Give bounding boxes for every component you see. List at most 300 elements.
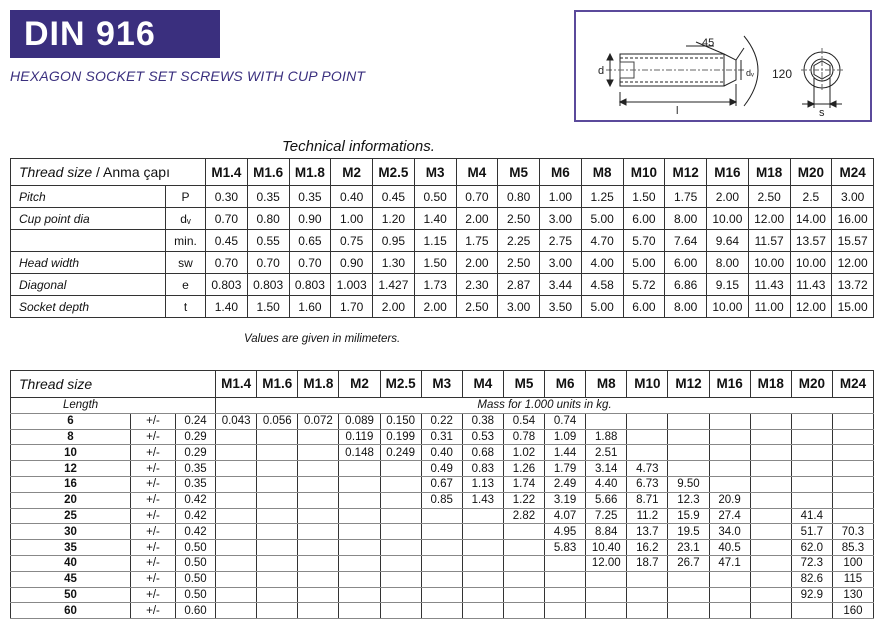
mass-value-cell — [462, 540, 503, 556]
mass-value-cell — [791, 413, 832, 429]
mass-value-cell: 1.02 — [503, 445, 544, 461]
value-cell: 10.00 — [748, 252, 790, 274]
value-cell: 0.803 — [247, 274, 289, 296]
mass-value-cell — [709, 476, 750, 492]
tolerance-sign: +/- — [131, 445, 176, 461]
page-subtitle: HEXAGON SOCKET SET SCREWS WITH CUP POINT — [10, 68, 366, 84]
mass-value-cell — [216, 540, 257, 556]
value-cell: 2.00 — [456, 208, 498, 230]
mass-value-cell: 3.19 — [545, 492, 586, 508]
row-symbol: P — [166, 186, 206, 208]
mass-value-cell — [216, 508, 257, 524]
mass-value-cell: 100 — [832, 555, 873, 571]
mass-value-cell — [668, 587, 709, 603]
value-cell: 9.15 — [707, 274, 749, 296]
mass-value-cell — [298, 603, 339, 619]
row-name: Head width — [11, 252, 166, 274]
value-cell: 1.15 — [414, 230, 456, 252]
mass-value-cell — [627, 587, 668, 603]
value-cell: 2.50 — [498, 208, 540, 230]
mass-value-cell — [298, 555, 339, 571]
length-header: Length — [11, 398, 216, 414]
mass-value-cell: 0.53 — [462, 429, 503, 445]
mass-value-cell — [298, 429, 339, 445]
mass-value-cell — [750, 587, 791, 603]
mass-value-cell: 0.78 — [503, 429, 544, 445]
mass-value-cell — [503, 603, 544, 619]
value-cell: 0.803 — [289, 274, 331, 296]
mass-value-cell — [257, 429, 298, 445]
mass-value-cell: 5.66 — [586, 492, 627, 508]
mass-value-cell — [380, 540, 421, 556]
mass-value-cell — [257, 524, 298, 540]
value-cell: 2.50 — [498, 252, 540, 274]
tolerance-sign: +/- — [131, 429, 176, 445]
tolerance-value: 0.29 — [176, 445, 216, 461]
mass-value-cell — [339, 461, 380, 477]
mass-value-cell: 130 — [832, 587, 873, 603]
value-cell: 8.00 — [707, 252, 749, 274]
mass-value-cell — [257, 445, 298, 461]
mass-value-cell — [298, 492, 339, 508]
d-label: d — [598, 65, 605, 77]
mass-value-cell: 1.22 — [503, 492, 544, 508]
mass-value-cell: 3.14 — [586, 461, 627, 477]
value-cell: 1.75 — [456, 230, 498, 252]
mass-row — [11, 429, 874, 445]
mass-value-cell — [380, 571, 421, 587]
tolerance-sign: +/- — [131, 555, 176, 571]
value-cell: 12.00 — [748, 208, 790, 230]
length-cell: 50 — [11, 587, 131, 603]
value-cell: 2.5 — [790, 186, 832, 208]
mass-value-cell — [216, 587, 257, 603]
tolerance-value: 0.50 — [176, 555, 216, 571]
mass-size-header-m12: M12 — [668, 371, 709, 398]
mass-value-cell — [462, 603, 503, 619]
mass-value-cell — [462, 524, 503, 540]
mass-value-cell — [503, 571, 544, 587]
value-cell: 3.00 — [832, 186, 874, 208]
value-cell: 0.55 — [247, 230, 289, 252]
mass-value-cell: 8.84 — [586, 524, 627, 540]
size-header-m8: M8 — [581, 159, 623, 186]
mass-value-cell — [380, 508, 421, 524]
length-cell: 8 — [11, 429, 131, 445]
mass-value-cell — [339, 587, 380, 603]
mass-value-cell: 23.1 — [668, 540, 709, 556]
value-cell: 14.00 — [790, 208, 832, 230]
value-cell: 0.35 — [247, 186, 289, 208]
mass-value-cell — [339, 540, 380, 556]
mass-value-cell — [832, 508, 873, 524]
mass-value-cell — [791, 461, 832, 477]
value-cell: 1.25 — [581, 186, 623, 208]
mass-row — [11, 555, 874, 571]
mass-value-cell — [257, 461, 298, 477]
mass-value-cell — [750, 492, 791, 508]
mass-value-cell: 7.25 — [586, 508, 627, 524]
mass-value-cell — [750, 555, 791, 571]
value-cell: 3.00 — [498, 296, 540, 318]
mass-value-cell: 0.119 — [339, 429, 380, 445]
size-header-m1-6: M1.6 — [247, 159, 289, 186]
technical-row — [11, 274, 874, 296]
value-cell: 0.70 — [289, 252, 331, 274]
row-name: Socket depth — [11, 296, 166, 318]
value-cell: 0.70 — [456, 186, 498, 208]
angle-45-label: 45 — [702, 37, 715, 49]
size-header-m5: M5 — [498, 159, 540, 186]
mass-value-cell — [216, 492, 257, 508]
mass-value-cell — [750, 429, 791, 445]
value-cell: 0.95 — [373, 230, 415, 252]
mass-value-cell — [832, 476, 873, 492]
row-name: Cup point dia — [11, 208, 166, 230]
tolerance-sign: +/- — [131, 571, 176, 587]
size-header-m2-5: M2.5 — [373, 159, 415, 186]
value-cell: 0.45 — [206, 230, 248, 252]
length-cell: 12 — [11, 461, 131, 477]
mass-size-header-m10: M10 — [627, 371, 668, 398]
value-cell: 4.00 — [581, 252, 623, 274]
mass-value-cell: 0.40 — [421, 445, 462, 461]
mass-value-cell: 0.043 — [216, 413, 257, 429]
mass-value-cell — [298, 461, 339, 477]
mass-value-cell: 11.2 — [627, 508, 668, 524]
value-cell: 0.30 — [206, 186, 248, 208]
mass-size-header-m16: M16 — [709, 371, 750, 398]
mass-value-cell: 4.95 — [545, 524, 586, 540]
mass-value-cell — [750, 524, 791, 540]
tolerance-value: 0.42 — [176, 492, 216, 508]
value-cell: 6.86 — [665, 274, 707, 296]
value-cell: 2.00 — [373, 296, 415, 318]
value-cell: 0.70 — [206, 252, 248, 274]
mass-value-cell — [339, 508, 380, 524]
mass-value-cell: 1.13 — [462, 476, 503, 492]
length-cell: 60 — [11, 603, 131, 619]
value-cell: 10.00 — [707, 208, 749, 230]
size-header-m2: M2 — [331, 159, 373, 186]
value-cell: 13.72 — [832, 274, 874, 296]
mass-value-cell: 47.1 — [709, 555, 750, 571]
mass-value-cell — [750, 540, 791, 556]
value-cell: 11.00 — [748, 296, 790, 318]
mass-size-header-m1-4: M1.4 — [216, 371, 257, 398]
mass-value-cell — [545, 571, 586, 587]
mass-row — [11, 603, 874, 619]
value-cell: 1.30 — [373, 252, 415, 274]
size-header-m4: M4 — [456, 159, 498, 186]
value-cell: 1.003 — [331, 274, 373, 296]
mass-value-cell: 0.68 — [462, 445, 503, 461]
size-header-m18: M18 — [748, 159, 790, 186]
mass-value-cell: 0.072 — [298, 413, 339, 429]
mass-value-cell: 0.83 — [462, 461, 503, 477]
row-name — [11, 230, 166, 252]
mass-size-header-m8: M8 — [586, 371, 627, 398]
mass-row — [11, 413, 874, 429]
value-cell: 5.72 — [623, 274, 665, 296]
mass-value-cell — [832, 445, 873, 461]
mass-value-cell — [380, 524, 421, 540]
tolerance-value: 0.50 — [176, 571, 216, 587]
mass-value-cell — [257, 571, 298, 587]
technical-drawing — [574, 10, 872, 122]
mass-value-cell — [791, 445, 832, 461]
mass-value-cell: 0.199 — [380, 429, 421, 445]
size-header-m24: M24 — [832, 159, 874, 186]
tolerance-value: 0.42 — [176, 524, 216, 540]
mass-value-cell — [627, 603, 668, 619]
row-name: Pitch — [11, 186, 166, 208]
mass-value-cell — [216, 524, 257, 540]
mass-value-cell: 0.31 — [421, 429, 462, 445]
mass-value-cell — [380, 476, 421, 492]
mass-value-cell: 0.74 — [545, 413, 586, 429]
mass-value-cell — [668, 603, 709, 619]
mass-value-cell — [421, 603, 462, 619]
mass-value-cell — [709, 413, 750, 429]
value-cell: 1.50 — [247, 296, 289, 318]
value-cell: 4.70 — [581, 230, 623, 252]
mass-value-cell — [627, 445, 668, 461]
mass-value-cell — [750, 461, 791, 477]
mass-value-cell — [709, 445, 750, 461]
value-cell: 10.00 — [707, 296, 749, 318]
mass-row — [11, 587, 874, 603]
mass-value-cell — [668, 461, 709, 477]
mass-value-cell — [380, 461, 421, 477]
value-cell: 2.00 — [456, 252, 498, 274]
tolerance-value: 0.50 — [176, 587, 216, 603]
mass-value-cell: 41.4 — [791, 508, 832, 524]
tolerance-sign: +/- — [131, 492, 176, 508]
mass-value-cell — [545, 603, 586, 619]
value-cell: 7.64 — [665, 230, 707, 252]
tolerance-sign: +/- — [131, 524, 176, 540]
mass-value-cell — [257, 555, 298, 571]
tolerance-sign: +/- — [131, 461, 176, 477]
row-symbol: sw — [166, 252, 206, 274]
length-cell: 30 — [11, 524, 131, 540]
mass-value-cell: 12.00 — [586, 555, 627, 571]
mass-value-cell — [750, 476, 791, 492]
size-header-m10: M10 — [623, 159, 665, 186]
value-cell: 0.70 — [206, 208, 248, 230]
mass-value-cell — [668, 429, 709, 445]
mass-units-header: Mass for 1.000 units in kg. — [216, 398, 874, 414]
value-cell: 1.50 — [414, 252, 456, 274]
mass-value-cell: 10.40 — [586, 540, 627, 556]
mass-size-header-m2: M2 — [339, 371, 380, 398]
tolerance-sign: +/- — [131, 476, 176, 492]
mass-value-cell: 2.49 — [545, 476, 586, 492]
tolerance-sign: +/- — [131, 587, 176, 603]
mass-row — [11, 445, 874, 461]
mass-value-cell — [750, 508, 791, 524]
mass-value-cell — [462, 571, 503, 587]
mass-value-cell: 51.7 — [791, 524, 832, 540]
thread-size-header — [11, 159, 206, 186]
mass-value-cell — [586, 413, 627, 429]
mass-value-cell — [298, 540, 339, 556]
mass-value-cell: 0.150 — [380, 413, 421, 429]
mass-value-cell — [627, 413, 668, 429]
mass-row — [11, 540, 874, 556]
row-symbol: dᵥ — [166, 208, 206, 230]
value-cell: 1.00 — [540, 186, 582, 208]
tolerance-value: 0.60 — [176, 603, 216, 619]
tolerance-sign: +/- — [131, 413, 176, 429]
mass-value-cell — [791, 492, 832, 508]
mass-value-cell: 1.26 — [503, 461, 544, 477]
value-cell: 1.75 — [665, 186, 707, 208]
size-header-m16: M16 — [707, 159, 749, 186]
value-cell: 9.64 — [707, 230, 749, 252]
mass-value-cell — [298, 476, 339, 492]
mass-value-cell: 0.67 — [421, 476, 462, 492]
mass-value-cell — [750, 445, 791, 461]
row-symbol: min. — [166, 230, 206, 252]
value-cell: 2.30 — [456, 274, 498, 296]
mass-value-cell — [339, 603, 380, 619]
mass-value-cell — [791, 429, 832, 445]
size-header-m20: M20 — [790, 159, 832, 186]
mass-value-cell: 26.7 — [668, 555, 709, 571]
mass-value-cell: 16.2 — [627, 540, 668, 556]
tolerance-value: 0.42 — [176, 508, 216, 524]
mass-value-cell — [832, 461, 873, 477]
mass-size-header-m2-5: M2.5 — [380, 371, 421, 398]
mass-value-cell — [380, 603, 421, 619]
mass-value-cell: 0.22 — [421, 413, 462, 429]
mass-value-cell — [668, 413, 709, 429]
value-cell: 3.44 — [540, 274, 582, 296]
mass-value-cell — [503, 587, 544, 603]
technical-row — [11, 230, 874, 252]
mass-value-cell — [791, 603, 832, 619]
length-cell: 45 — [11, 571, 131, 587]
mass-value-cell — [586, 603, 627, 619]
mass-value-cell: 115 — [832, 571, 873, 587]
mass-value-cell: 2.51 — [586, 445, 627, 461]
mass-value-cell — [298, 508, 339, 524]
mass-value-cell — [380, 492, 421, 508]
value-cell: 1.50 — [623, 186, 665, 208]
value-cell: 0.90 — [331, 252, 373, 274]
mass-value-cell: 12.3 — [668, 492, 709, 508]
mass-value-cell — [339, 555, 380, 571]
mass-value-cell: 1.43 — [462, 492, 503, 508]
mass-value-cell — [462, 555, 503, 571]
value-cell: 12.00 — [790, 296, 832, 318]
mass-row — [11, 476, 874, 492]
l-label: l — [676, 105, 679, 117]
mass-value-cell — [709, 571, 750, 587]
value-cell: 4.58 — [581, 274, 623, 296]
mass-value-cell — [421, 587, 462, 603]
mass-value-cell — [257, 508, 298, 524]
mass-value-cell: 8.71 — [627, 492, 668, 508]
size-header-m1-4: M1.4 — [206, 159, 248, 186]
mass-value-cell: 82.6 — [791, 571, 832, 587]
mass-value-cell — [750, 571, 791, 587]
value-cell: 1.00 — [331, 208, 373, 230]
mass-value-cell — [298, 571, 339, 587]
value-cell: 1.40 — [414, 208, 456, 230]
mass-size-header-m3: M3 — [421, 371, 462, 398]
mass-value-cell: 15.9 — [668, 508, 709, 524]
angle-120-label: 120 — [772, 67, 793, 81]
mass-value-cell — [545, 555, 586, 571]
mass-value-cell: 20.9 — [709, 492, 750, 508]
mass-size-header-m18: M18 — [750, 371, 791, 398]
value-cell: 0.75 — [331, 230, 373, 252]
length-cell: 40 — [11, 555, 131, 571]
mass-value-cell — [503, 555, 544, 571]
length-cell: 20 — [11, 492, 131, 508]
mass-value-cell: 0.38 — [462, 413, 503, 429]
mass-value-cell: 62.0 — [791, 540, 832, 556]
mass-value-cell — [257, 540, 298, 556]
page-title: DIN 916 — [10, 10, 220, 58]
mass-size-header-m5: M5 — [503, 371, 544, 398]
mass-value-cell: 34.0 — [709, 524, 750, 540]
value-cell: 16.00 — [832, 208, 874, 230]
mass-size-header-m1-6: M1.6 — [257, 371, 298, 398]
mass-value-cell — [709, 461, 750, 477]
value-cell: 0.80 — [498, 186, 540, 208]
mass-value-cell — [380, 555, 421, 571]
value-cell: 0.50 — [414, 186, 456, 208]
mass-value-cell: 0.148 — [339, 445, 380, 461]
mass-value-cell — [421, 571, 462, 587]
mass-value-cell: 5.83 — [545, 540, 586, 556]
mass-size-header-m20: M20 — [791, 371, 832, 398]
value-cell: 0.90 — [289, 208, 331, 230]
value-cell: 0.803 — [206, 274, 248, 296]
mass-value-cell — [339, 571, 380, 587]
value-cell: 1.60 — [289, 296, 331, 318]
technical-caption: Technical informations. — [282, 138, 435, 155]
tolerance-sign: +/- — [131, 603, 176, 619]
row-symbol: t — [166, 296, 206, 318]
mass-size-header-m4: M4 — [462, 371, 503, 398]
mass-size-header-m24: M24 — [832, 371, 873, 398]
mass-value-cell: 0.056 — [257, 413, 298, 429]
mass-value-cell: 92.9 — [791, 587, 832, 603]
mass-value-cell: 18.7 — [627, 555, 668, 571]
mass-value-cell — [421, 524, 462, 540]
value-cell: 2.00 — [414, 296, 456, 318]
mass-value-cell — [216, 603, 257, 619]
mass-value-cell — [586, 571, 627, 587]
value-cell: 2.50 — [748, 186, 790, 208]
mass-value-cell — [339, 524, 380, 540]
technical-row — [11, 296, 874, 318]
mass-value-cell — [709, 429, 750, 445]
value-cell: 1.70 — [331, 296, 373, 318]
mass-value-cell — [380, 587, 421, 603]
mass-value-cell: 0.089 — [339, 413, 380, 429]
mass-value-cell: 85.3 — [832, 540, 873, 556]
mass-value-cell: 9.50 — [668, 476, 709, 492]
mass-value-cell — [257, 492, 298, 508]
mass-value-cell — [462, 587, 503, 603]
value-cell: 2.87 — [498, 274, 540, 296]
